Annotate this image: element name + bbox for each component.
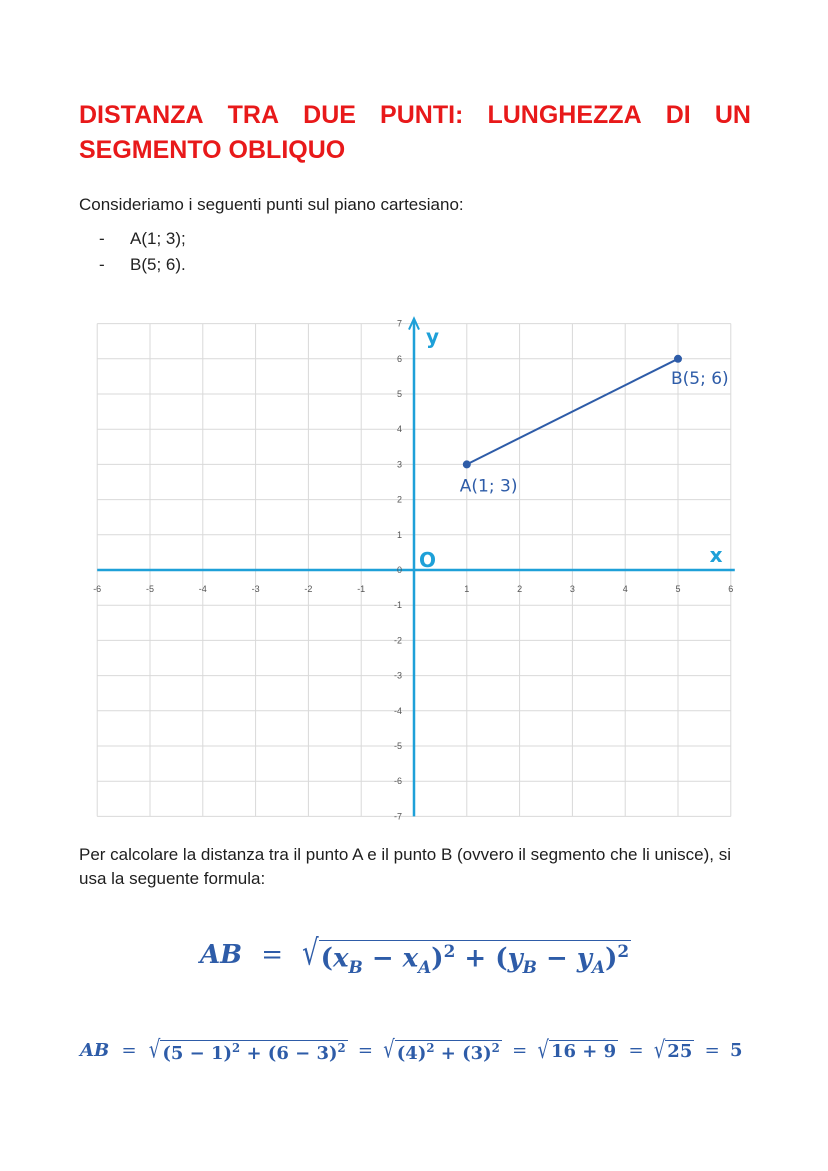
x-tick-label: 2: [517, 584, 523, 594]
y-tick-label: 4: [396, 424, 402, 435]
y-tick-label: 6: [396, 353, 402, 364]
x-tick-label: -1: [357, 584, 366, 594]
x-tick-label: -3: [251, 584, 260, 594]
y-axis-label: y: [426, 324, 440, 349]
point-b-label: B(5; 6): [671, 368, 729, 389]
point-a-label: A(1; 3): [459, 476, 518, 497]
y-tick-label: 2: [396, 494, 402, 505]
y-tick-label: -3: [393, 670, 402, 681]
x-tick-label: 4: [622, 584, 628, 594]
x-tick-label: -4: [198, 584, 207, 594]
title-word: DI: [665, 101, 691, 129]
title-word: PUNTI:: [380, 101, 464, 129]
point-b: [674, 355, 682, 363]
point-a: [463, 460, 471, 468]
y-tick-label: 1: [396, 529, 402, 540]
formula-intro-paragraph: Per calcolare la distanza tra il punto A e il punto B (ovvero il segmento che li unisce), si usa la seguente formula:: [79, 845, 732, 888]
point-b-text: B(5; 6).: [130, 255, 186, 274]
distance-formula: AB = √ $(x_B - x_A)^2 + (y_B - y_A)^2$: [200, 933, 630, 977]
x-tick-label: 1: [464, 584, 470, 594]
title-word: DUE: [303, 101, 356, 129]
title-line-2: SEGMENTO OBLIQUO: [79, 136, 346, 164]
title-word: DISTANZA: [79, 101, 204, 129]
y-tick-label: 5: [396, 389, 402, 399]
y-tick-label: 0: [396, 565, 402, 575]
title-word: UN: [714, 101, 751, 129]
x-tick-label: -5: [145, 584, 155, 594]
y-tick-label: -5: [393, 741, 402, 751]
title-word: TRA: [227, 101, 280, 129]
y-tick-label: -6: [393, 776, 402, 787]
point-a-text: A(1; 3);: [130, 229, 186, 248]
title-word: LUNGHEZZA: [487, 101, 642, 129]
x-tick-label: 5: [675, 584, 681, 594]
x-tick-label: -2: [304, 584, 313, 594]
intro-text: Consideriamo i seguenti punti sul piano cartesiano:: [79, 195, 464, 214]
list-item: - B(5; 6).: [99, 252, 186, 278]
distance-calculation: AB = √ $(5 - 1)^2 + (6 - 3)^2$ = √ $(4)^2 + (3)^2$ = √ 16 + 9 = √ 25 = 5: [80, 1035, 743, 1065]
y-tick-label: -2: [393, 635, 402, 646]
y-tick-label: -7: [393, 811, 402, 822]
x-axis-label: x: [709, 543, 723, 567]
x-tick-label: -6: [93, 584, 102, 594]
x-tick-label: 3: [569, 584, 575, 594]
x-tick-label: 6: [728, 584, 734, 594]
y-tick-label: 7: [396, 318, 402, 329]
y-tick-label: 3: [396, 459, 402, 470]
square-root: √ $(x_B - x_A)^2 + (y_B - y_A)^2$: [302, 933, 630, 977]
list-item: - A(1; 3);: [99, 226, 186, 252]
y-tick-label: -4: [393, 705, 402, 716]
origin-label: O: [419, 548, 437, 572]
y-tick-label: -1: [393, 600, 402, 611]
result-value: 5: [730, 1040, 743, 1061]
